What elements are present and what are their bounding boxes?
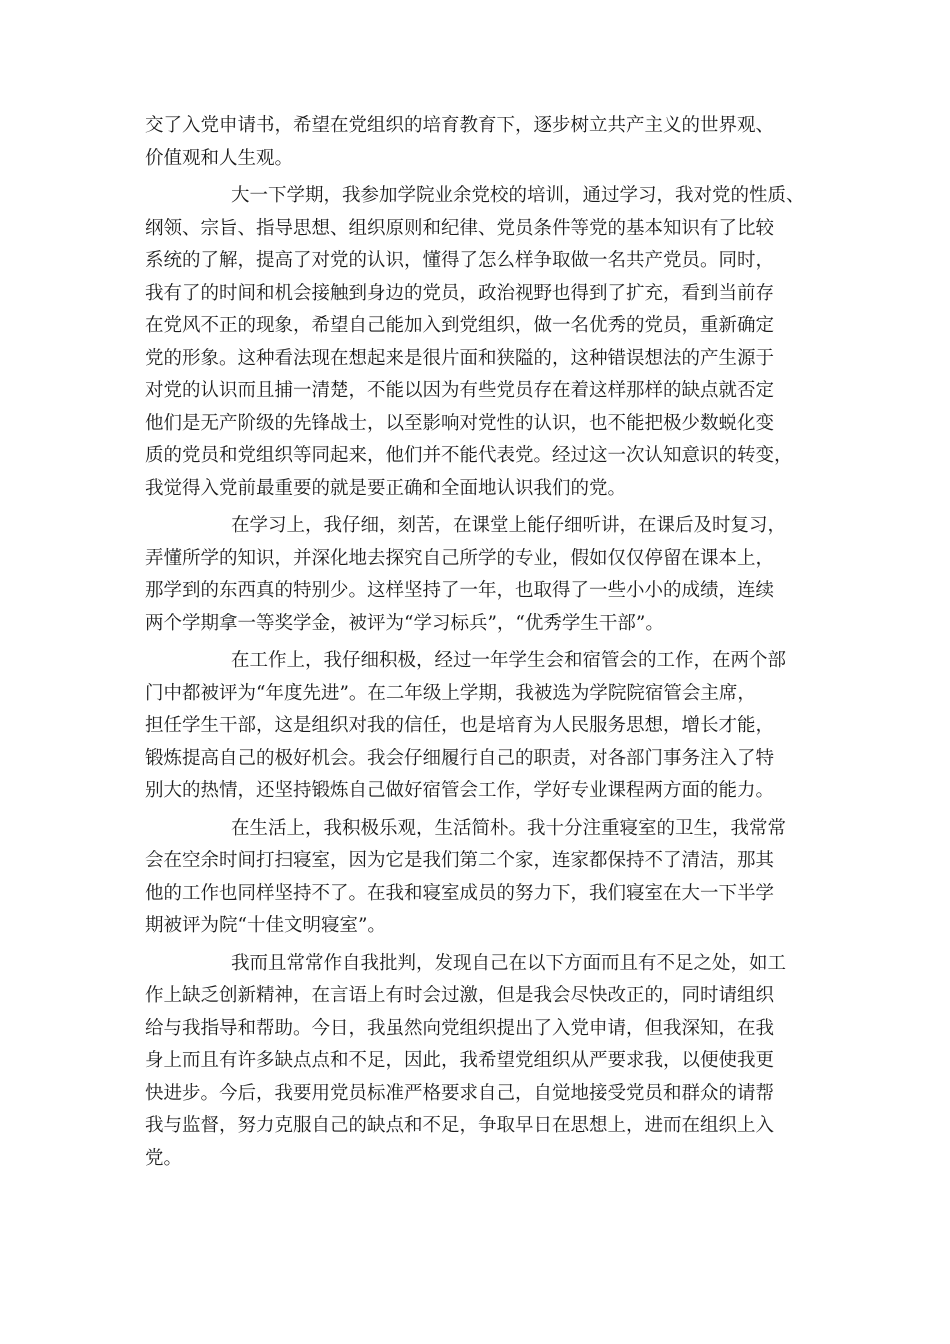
text-line: 大一下学期，我参加学院业余党校的培训，通过学习，我对党的性质、 (231, 185, 805, 206)
text-line: 快进步。今后，我要用党员标准严格要求自己，自觉地接受党员和群众的请帮 (145, 1082, 775, 1104)
text-line: 在工作上，我仔细积极，经过一年学生会和宿管会的工作，在两个部 (231, 650, 787, 671)
text-line: 作上缺乏创新精神，在言语上有时会过激，但是我会尽快改正的，同时请组织 (145, 985, 775, 1006)
paragraph (145, 645, 825, 808)
text-line: 质的党员和党组织等同起来，他们并不能代表党。经过这一次认知意识的转变， (145, 445, 793, 466)
text-line: 弄懂所学的知识，并深化地去探究自己所学的专业，假如仅仅停留在课本上， (145, 547, 775, 569)
text-line: 我而且常常作自我批判，发现自己在以下方面而且有不足之处，如工 (231, 952, 787, 974)
text-line: 价值观和人生观。 (145, 147, 294, 169)
text-line: 两个学期拿一等奖学金，被评为“学习标兵”，“优秀学生干部”。 (145, 612, 664, 634)
text-line: 身上而且有许多缺点点和不足，因此，我希望党组织从严要求我，以便使我更 (145, 1050, 775, 1071)
paragraph (145, 510, 825, 640)
text-line: 我与监督，努力克服自己的缺点和不足，争取早日在思想上，进而在组织上入 (145, 1115, 775, 1136)
text-line: 在生活上，我积极乐观，生活简朴。我十分注重寝室的卫生，我常常 (231, 817, 787, 839)
paragraph (145, 180, 825, 505)
text-line: 党的形象。这种看法现在想起来是很片面和狭隘的，这种错误想法的产生源于 (145, 347, 775, 369)
text-line: 期被评为院“十佳文明寝室”。 (145, 915, 386, 936)
text-line: 在党风不正的现象，希望自己能加入到党组织，做一名优秀的党员，重新确定 (145, 315, 775, 336)
text-line: 他们是无产阶级的先锋战士，以至影响对党性的认识，也不能把极少数蜕化变 (145, 412, 775, 434)
text-line: 我有了的时间和机会接触到身边的党员，政治视野也得到了扩充，看到当前存 (145, 282, 775, 304)
text-line: 门中都被评为“年度先进”。在二年级上学期，我被选为学院院宿管会主席， (145, 682, 756, 704)
text-line: 他的工作也同样坚持不了。在我和寝室成员的努力下，我们寝室在大一下半学 (145, 882, 775, 904)
text-line: 我觉得入党前最重要的就是要正确和全面地认识我们的党。 (145, 477, 627, 499)
text-line: 会在空余时间打扫寝室，因为它是我们第二个家，连家都保持不了清洁，那其 (145, 850, 775, 871)
paragraph (145, 110, 825, 175)
document-body (145, 110, 825, 1180)
text-line: 给与我指导和帮助。今日，我虽然向党组织提出了入党申请，但我深知，在我 (145, 1017, 775, 1039)
paragraph (145, 813, 825, 943)
text-line: 在学习上，我仔细，刻苦，在课堂上能仔细听讲，在课后及时复习， (231, 515, 787, 536)
text-line: 那学到的东西真的特别少。这样坚持了一年，也取得了一些小小的成绩，连续 (145, 580, 775, 601)
text-line: 系统的了解，提高了对党的认识，懂得了怎么样争取做一名共产党员。同时， (145, 250, 775, 271)
paragraph (145, 948, 825, 1176)
text-line: 党。 (145, 1147, 183, 1169)
text-line: 锻炼提高自己的极好机会。我会仔细履行自己的职责，对各部门事务注入了特 (145, 747, 775, 769)
text-line: 对党的认识而且捕一清楚，不能以因为有些党员存在着这样那样的缺点就否定 (145, 380, 775, 401)
text-line: 交了入党申请书，希望在党组织的培育教育下，逐步树立共产主义的世界观、 (145, 115, 775, 136)
text-line: 担任学生干部，这是组织对我的信任，也是培育为人民服务思想，增长才能， (145, 715, 775, 736)
text-line: 纲领、宗旨、指导思想、组织原则和纪律、党员条件等党的基本知识有了比较 (145, 217, 775, 239)
text-line: 别大的热情，还坚持锻炼自己做好宿管会工作，学好专业课程两方面的能力。 (145, 780, 775, 801)
